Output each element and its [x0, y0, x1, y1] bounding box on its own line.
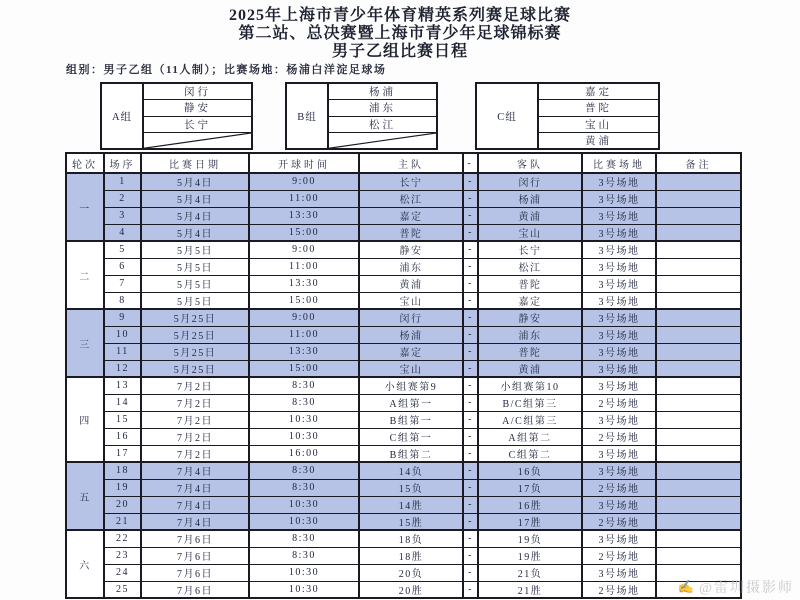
match-cell-date: 7月6日 [141, 530, 249, 547]
match-row [66, 377, 741, 394]
match-cell-home: 静安 [359, 241, 463, 258]
title-line-1: 2025年上海市青少年体育精英系列赛足球比赛 [228, 7, 571, 24]
match-cell-no: 5 [104, 241, 141, 258]
match-cell-time: 11:00 [249, 326, 359, 343]
match-cell-venue: 2号场地 [582, 428, 656, 445]
round-label: 四 [66, 377, 104, 462]
group-table-3 [475, 82, 660, 150]
match-cell-vs: - [463, 377, 478, 394]
match-cell-no: 12 [104, 360, 141, 377]
match-cell-vs: - [463, 479, 478, 496]
match-cell-vs: - [463, 394, 478, 411]
match-cell-time: 8:30 [249, 462, 359, 479]
match-cell-venue: 3号场地 [582, 411, 656, 428]
match-cell-time: 13:30 [249, 207, 359, 224]
column-header: 轮次 [66, 153, 104, 173]
match-cell-date: 7月2日 [141, 445, 249, 462]
match-cell-away: 杨浦 [478, 190, 582, 207]
team-cell: 浦东 [329, 100, 436, 116]
match-row [66, 190, 741, 207]
match-row [66, 394, 741, 411]
match-cell-vs: - [463, 530, 478, 547]
match-cell-time: 10:30 [249, 411, 359, 428]
match-cell-venue: 3号场地 [582, 292, 656, 309]
match-cell-time: 15:00 [249, 224, 359, 241]
match-cell-vs: - [463, 496, 478, 513]
match-cell-date: 5月25日 [141, 360, 249, 377]
match-row [66, 360, 741, 377]
match-cell-venue: 3号场地 [582, 326, 656, 343]
match-cell-note [656, 241, 741, 258]
match-cell-home: 小组赛第9 [359, 377, 463, 394]
match-cell-no: 19 [104, 479, 141, 496]
match-cell-note [656, 411, 741, 428]
match-cell-no: 8 [104, 292, 141, 309]
match-cell-home: 14负 [359, 462, 463, 479]
column-header: 备注 [656, 153, 741, 173]
group-teams [329, 84, 436, 148]
match-cell-note [656, 462, 741, 479]
match-cell-date: 5月25日 [141, 343, 249, 360]
match-cell-vs: - [463, 224, 478, 241]
match-cell-note [656, 377, 741, 394]
match-cell-venue: 3号场地 [582, 445, 656, 462]
match-cell-note [656, 207, 741, 224]
match-cell-venue: 3号场地 [582, 275, 656, 292]
column-header: 比赛日期 [141, 153, 249, 173]
match-cell-time: 16:00 [249, 445, 359, 462]
match-cell-date: 7月6日 [141, 581, 249, 598]
match-cell-home: 松江 [359, 190, 463, 207]
match-cell-note [656, 479, 741, 496]
match-cell-away: B/C组第三 [478, 394, 582, 411]
match-cell-venue: 3号场地 [582, 224, 656, 241]
match-cell-no: 15 [104, 411, 141, 428]
match-cell-date: 7月4日 [141, 513, 249, 530]
match-cell-vs: - [463, 581, 478, 598]
match-row [66, 343, 741, 360]
match-cell-no: 24 [104, 564, 141, 581]
match-cell-venue: 3号场地 [582, 462, 656, 479]
match-row [66, 275, 741, 292]
team-cell: 杨浦 [329, 84, 436, 100]
diagonal-line [144, 133, 251, 148]
match-cell-note [656, 224, 741, 241]
match-cell-date: 5月25日 [141, 309, 249, 326]
match-cell-away: 浦东 [478, 326, 582, 343]
match-cell-vs: - [463, 309, 478, 326]
match-row [66, 564, 741, 581]
group-label: B组 [287, 84, 329, 148]
match-cell-venue: 2号场地 [582, 394, 656, 411]
match-cell-away: 16负 [478, 462, 582, 479]
watermark [678, 577, 794, 597]
match-cell-away: 19胜 [478, 547, 582, 564]
match-cell-date: 7月2日 [141, 377, 249, 394]
watermark-text: @雷圳摄影师 [699, 581, 794, 596]
match-cell-no: 22 [104, 530, 141, 547]
match-row [66, 207, 741, 224]
match-cell-vs: - [463, 173, 478, 190]
match-row [66, 496, 741, 513]
match-cell-home: 15胜 [359, 513, 463, 530]
match-cell-away: 普陀 [478, 275, 582, 292]
match-cell-venue: 3号场地 [582, 377, 656, 394]
match-cell-away: 小组赛第10 [478, 377, 582, 394]
match-cell-away: 21胜 [478, 581, 582, 598]
match-cell-no: 3 [104, 207, 141, 224]
match-cell-time: 8:30 [249, 377, 359, 394]
team-cell: 松江 [329, 117, 436, 133]
match-cell-date: 5月4日 [141, 207, 249, 224]
match-cell-home: 15负 [359, 479, 463, 496]
match-cell-date: 5月5日 [141, 258, 249, 275]
match-cell-time: 9:00 [249, 309, 359, 326]
match-cell-note [656, 173, 741, 190]
match-cell-away: 宝山 [478, 224, 582, 241]
match-cell-time: 13:30 [249, 343, 359, 360]
match-cell-date: 5月4日 [141, 190, 249, 207]
match-cell-note [656, 309, 741, 326]
match-cell-vs: - [463, 190, 478, 207]
column-header: - [463, 153, 478, 173]
match-cell-no: 25 [104, 581, 141, 598]
match-row [66, 411, 741, 428]
match-cell-no: 9 [104, 309, 141, 326]
document-title [0, 7, 800, 61]
match-cell-note [656, 275, 741, 292]
match-cell-home: 18负 [359, 530, 463, 547]
match-cell-venue: 3号场地 [582, 496, 656, 513]
match-cell-time: 10:30 [249, 513, 359, 530]
match-cell-venue: 3号场地 [582, 343, 656, 360]
match-cell-away: C组第二 [478, 445, 582, 462]
schedule-table [65, 152, 742, 599]
match-cell-date: 5月4日 [141, 224, 249, 241]
match-cell-venue: 3号场地 [582, 173, 656, 190]
round-label: 二 [66, 241, 104, 309]
round-label: 五 [66, 462, 104, 530]
match-cell-time: 8:30 [249, 547, 359, 564]
match-row [66, 309, 741, 326]
round-label: 六 [66, 530, 104, 598]
match-cell-no: 14 [104, 394, 141, 411]
match-cell-date: 7月2日 [141, 394, 249, 411]
match-cell-home: 20负 [359, 564, 463, 581]
match-row [66, 462, 741, 479]
match-cell-time: 10:30 [249, 428, 359, 445]
match-cell-note [656, 513, 741, 530]
match-row [66, 224, 741, 241]
team-cell: 长宁 [144, 117, 251, 133]
match-cell-away: 普陀 [478, 343, 582, 360]
match-row [66, 292, 741, 309]
round-label: 一 [66, 173, 104, 241]
round-label: 三 [66, 309, 104, 377]
match-cell-vs: - [463, 564, 478, 581]
match-cell-note [656, 343, 741, 360]
match-cell-note [656, 394, 741, 411]
match-cell-date: 7月4日 [141, 462, 249, 479]
groups-row [0, 82, 800, 150]
match-cell-away: 松江 [478, 258, 582, 275]
match-cell-away: 嘉定 [478, 292, 582, 309]
match-cell-no: 6 [104, 258, 141, 275]
team-cell: 普陀 [539, 100, 658, 116]
match-cell-time: 10:30 [249, 496, 359, 513]
match-cell-vs: - [463, 241, 478, 258]
match-row [66, 581, 741, 598]
team-cell: 静安 [144, 100, 251, 116]
match-cell-away: A/C组第三 [478, 411, 582, 428]
match-cell-home: 20胜 [359, 581, 463, 598]
match-row [66, 326, 741, 343]
match-cell-away: 17负 [478, 479, 582, 496]
match-cell-date: 7月4日 [141, 479, 249, 496]
group-table-1 [100, 82, 253, 150]
match-cell-no: 17 [104, 445, 141, 462]
title-line-3: 男子乙组比赛日程 [331, 43, 468, 60]
match-cell-date: 7月6日 [141, 547, 249, 564]
team-cell: 黄浦 [585, 135, 612, 147]
column-header: 比赛场地 [582, 153, 656, 173]
match-cell-venue: 3号场地 [582, 530, 656, 547]
match-cell-vs: - [463, 258, 478, 275]
match-cell-date: 5月5日 [141, 275, 249, 292]
column-header: 客队 [478, 153, 582, 173]
match-cell-no: 20 [104, 496, 141, 513]
match-cell-no: 4 [104, 224, 141, 241]
group-label: A组 [102, 84, 144, 148]
match-row [66, 428, 741, 445]
match-cell-venue: 3号场地 [582, 309, 656, 326]
match-cell-home: 18胜 [359, 547, 463, 564]
match-cell-time: 9:00 [249, 241, 359, 258]
match-cell-date: 7月4日 [141, 496, 249, 513]
match-cell-vs: - [463, 292, 478, 309]
match-cell-date: 7月2日 [141, 411, 249, 428]
match-cell-no: 23 [104, 547, 141, 564]
group-table-2 [285, 82, 438, 150]
empty-slot-cell [144, 133, 251, 148]
match-cell-vs: - [463, 275, 478, 292]
match-cell-time: 8:30 [249, 530, 359, 547]
match-cell-no: 1 [104, 173, 141, 190]
match-cell-home: 普陀 [359, 224, 463, 241]
match-cell-away: 长宁 [478, 241, 582, 258]
group-label: C组 [477, 84, 539, 148]
match-cell-time: 9:00 [249, 173, 359, 190]
match-cell-note [656, 530, 741, 547]
team-cell: 闵行 [144, 84, 251, 100]
match-row [66, 479, 741, 496]
match-cell-note [656, 190, 741, 207]
match-cell-away: 19负 [478, 530, 582, 547]
match-cell-home: 14胜 [359, 496, 463, 513]
match-cell-venue: 3号场地 [582, 360, 656, 377]
match-cell-no: 11 [104, 343, 141, 360]
match-cell-time: 10:30 [249, 564, 359, 581]
match-cell-away: 17胜 [478, 513, 582, 530]
match-row [66, 530, 741, 547]
match-cell-away: 16胜 [478, 496, 582, 513]
match-cell-no: 18 [104, 462, 141, 479]
team-cell: 嘉定 [539, 84, 658, 100]
match-cell-date: 7月2日 [141, 428, 249, 445]
match-cell-vs: - [463, 462, 478, 479]
match-cell-note [656, 258, 741, 275]
match-cell-no: 16 [104, 428, 141, 445]
match-cell-away: 黄浦 [478, 360, 582, 377]
match-cell-venue: 3号场地 [582, 564, 656, 581]
match-cell-time: 13:30 [249, 275, 359, 292]
diagonal-line [329, 133, 436, 148]
match-cell-home: 宝山 [359, 360, 463, 377]
match-cell-away: 黄浦 [478, 207, 582, 224]
match-cell-home: A组第一 [359, 394, 463, 411]
match-cell-note [656, 360, 741, 377]
match-cell-time: 8:30 [249, 394, 359, 411]
group-teams [144, 84, 251, 148]
column-header: 主队 [359, 153, 463, 173]
match-cell-vs: - [463, 513, 478, 530]
match-cell-time: 11:00 [249, 190, 359, 207]
match-cell-no: 13 [104, 377, 141, 394]
match-cell-vs: - [463, 428, 478, 445]
match-cell-home: 宝山 [359, 292, 463, 309]
group-and-venue-info: 组别：男子乙组（11人制）；比赛场地：杨浦白洋淀足球场 [66, 64, 387, 76]
match-cell-time: 10:30 [249, 581, 359, 598]
match-cell-venue: 2号场地 [582, 479, 656, 496]
match-cell-venue: 2号场地 [582, 581, 656, 598]
match-cell-note [656, 547, 741, 564]
match-cell-note [656, 292, 741, 309]
team-cell: 宝山 [539, 117, 658, 133]
match-cell-home: 长宁 [359, 173, 463, 190]
match-cell-vs: - [463, 326, 478, 343]
title-line-2: 第二站、总决赛暨上海市青少年足球锦标赛 [238, 25, 562, 42]
match-row [66, 513, 741, 530]
match-cell-date: 5月5日 [141, 292, 249, 309]
match-cell-date: 5月4日 [141, 173, 249, 190]
match-cell-home: 嘉定 [359, 343, 463, 360]
match-cell-vs: - [463, 207, 478, 224]
match-cell-time: 15:00 [249, 292, 359, 309]
match-row [66, 173, 741, 190]
match-row [66, 445, 741, 462]
column-header: 场序 [104, 153, 141, 173]
match-cell-away: 闵行 [478, 173, 582, 190]
empty-slot-cell [329, 133, 436, 148]
match-cell-venue: 2号场地 [582, 547, 656, 564]
match-row [66, 241, 741, 258]
match-cell-date: 5月25日 [141, 326, 249, 343]
match-cell-time: 8:30 [249, 479, 359, 496]
match-cell-away: 21负 [478, 564, 582, 581]
match-cell-home: 嘉定 [359, 207, 463, 224]
match-cell-time: 15:00 [249, 360, 359, 377]
match-cell-home: 浦东 [359, 258, 463, 275]
match-cell-home: C组第一 [359, 428, 463, 445]
match-cell-no: 2 [104, 190, 141, 207]
match-cell-venue: 3号场地 [582, 190, 656, 207]
match-cell-no: 7 [104, 275, 141, 292]
match-cell-venue: 2号场地 [582, 513, 656, 530]
match-cell-note [656, 496, 741, 513]
match-cell-vs: - [463, 343, 478, 360]
match-cell-venue: 3号场地 [582, 207, 656, 224]
match-cell-date: 7月6日 [141, 564, 249, 581]
match-cell-home: 黄浦 [359, 275, 463, 292]
match-row [66, 258, 741, 275]
match-cell-away: A组第二 [478, 428, 582, 445]
match-cell-vs: - [463, 547, 478, 564]
match-cell-vs: - [463, 411, 478, 428]
match-cell-no: 10 [104, 326, 141, 343]
match-cell-home: 闵行 [359, 309, 463, 326]
match-cell-home: 杨浦 [359, 326, 463, 343]
match-cell-home: B组第二 [359, 445, 463, 462]
match-cell-no: 21 [104, 513, 141, 530]
group-teams [539, 84, 658, 148]
schedule-header-row [66, 153, 741, 173]
match-cell-venue: 3号场地 [582, 258, 656, 275]
column-header: 开球时间 [249, 153, 359, 173]
match-cell-note [656, 326, 741, 343]
match-cell-vs: - [463, 445, 478, 462]
match-cell-date: 5月5日 [141, 241, 249, 258]
match-cell-vs: - [463, 360, 478, 377]
match-cell-note [656, 445, 741, 462]
match-cell-venue: 3号场地 [582, 241, 656, 258]
match-cell-home: B组第一 [359, 411, 463, 428]
match-row [66, 547, 741, 564]
pen-icon: ✍ [677, 579, 697, 594]
match-cell-away: 静安 [478, 309, 582, 326]
match-cell-time: 11:00 [249, 258, 359, 275]
match-cell-note [656, 428, 741, 445]
